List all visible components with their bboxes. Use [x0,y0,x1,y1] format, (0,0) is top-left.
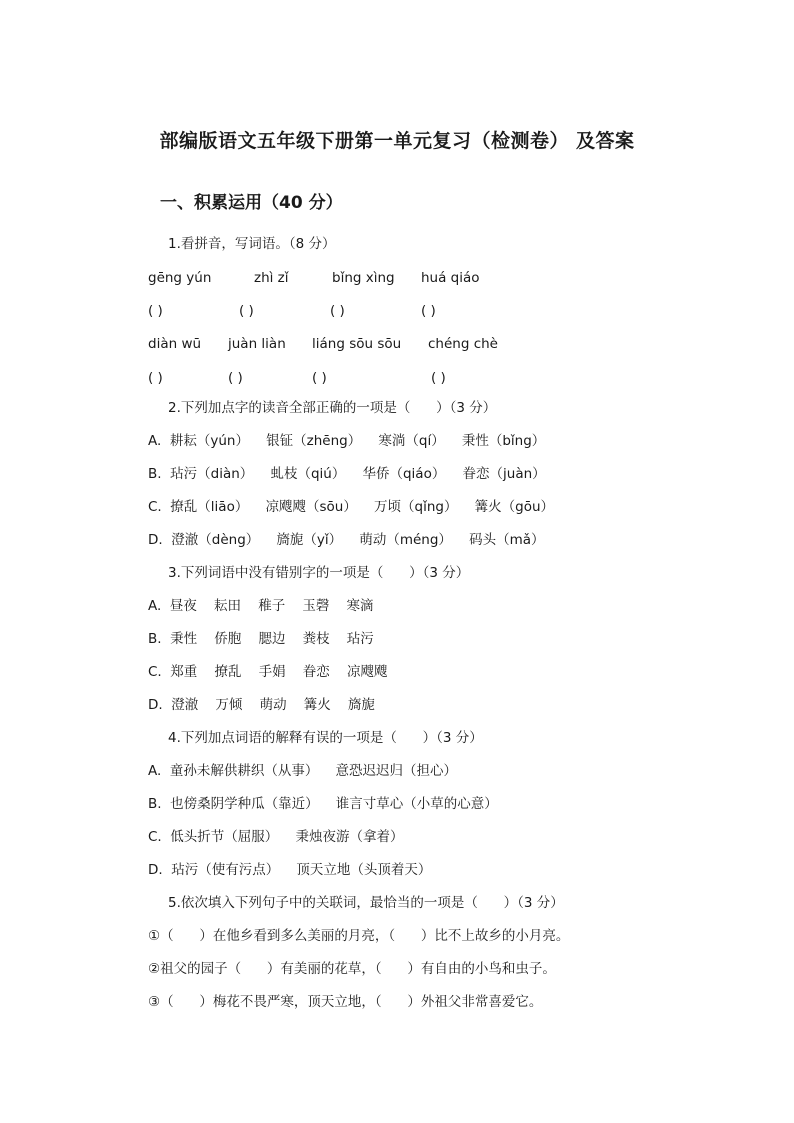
option-a: A. 耕耘（yún） 银钲（zhēng） 寒淌（qí） 秉性（bǐng） [148,433,546,449]
answer-blank[interactable]: ( ) [312,370,327,386]
pinyin-item: bǐng xìng [332,270,395,286]
answer-blank[interactable]: ( ) [228,370,243,386]
answer-blank[interactable]: ( ) [330,303,345,319]
answer-blank[interactable]: ( ) [148,303,163,319]
question-4-prompt: 4.下列加点词语的解释有误的一项是（ ）（3 分） [168,730,483,746]
sentence-item-1: ①（ ）在他乡看到多么美丽的月亮，（ ）比不上故乡的小月亮。 [148,928,570,944]
option-c: C. 低头折节（屈服） 秉烛夜游（拿着） [148,829,404,845]
option-b: B. 玷污（diàn） 虬枝（qiú） 华侨（qiáo） 眷恋（juàn） [148,466,546,482]
question-3-prompt: 3.下列词语中没有错别字的一项是（ ）（3 分） [168,565,470,581]
pinyin-item: liáng sōu sōu [312,336,402,352]
pinyin-item: juàn liàn [228,336,286,352]
sentence-item-3: ③（ ）梅花不畏严寒，顶天立地，（ ）外祖父非常喜爱它。 [148,994,543,1010]
answer-blank[interactable]: ( ) [148,370,163,386]
option-d: D. 玷污（使有污点） 顶天立地（头顶着天） [148,862,432,878]
section-heading: 一、积累运用（40 分） [160,193,343,213]
pinyin-item: zhì zǐ [254,270,289,286]
answer-blank[interactable]: ( ) [239,303,254,319]
option-c: C. 撩乱（liāo） 凉飕飕（sōu） 万顷（qǐng） 篝火（gōu） [148,499,555,515]
page-title: 部编版语文五年级下册第一单元复习（检测卷） 及答案 [159,130,635,152]
option-d: D. 澄澈（dèng） 旖旎（yǐ） 萌动（méng） 码头（mǎ） [148,532,545,548]
pinyin-row-1 [148,268,648,288]
option-a: A. 童孙未解供耕织（从事） 意恐迟迟归（担心） [148,763,458,779]
question-5-prompt: 5.依次填入下列句子中的关联词，最恰当的一项是（ ）（3 分） [168,895,564,911]
answer-blank[interactable]: ( ) [421,303,436,319]
answer-blanks-row-2 [148,368,648,388]
option-c: C. 郑重 撩乱 手娟 眷恋 凉飕飕 [148,664,388,680]
pinyin-row-2 [148,334,648,354]
pinyin-item: chéng chè [428,336,498,352]
option-b: B. 秉性 侨胞 腮边 粪枝 玷污 [148,631,374,647]
option-a: A. 昼夜 耘田 稚子 玉磬 寒滴 [148,598,374,614]
option-b: B. 也傍桑阴学种瓜（靠近） 谁言寸草心（小草的心意） [148,796,498,812]
answer-blank[interactable]: ( ) [431,370,446,386]
option-d: D. 澄澈 万倾 萌动 篝火 旖旎 [148,697,375,713]
question-2-prompt: 2.下列加点字的读音全部正确的一项是（ ）（3 分） [168,400,497,416]
answer-blanks-row-1 [148,301,648,321]
pinyin-item: diàn wū [148,336,202,352]
sentence-item-2: ②祖父的园子（ ）有美丽的花草，（ ）有自由的小鸟和虫子。 [148,961,556,977]
pinyin-item: huá qiáo [421,270,480,286]
pinyin-item: gēng yún [148,270,212,286]
question-1-prompt: 1.看拼音，写词语。（8 分） [168,236,336,252]
